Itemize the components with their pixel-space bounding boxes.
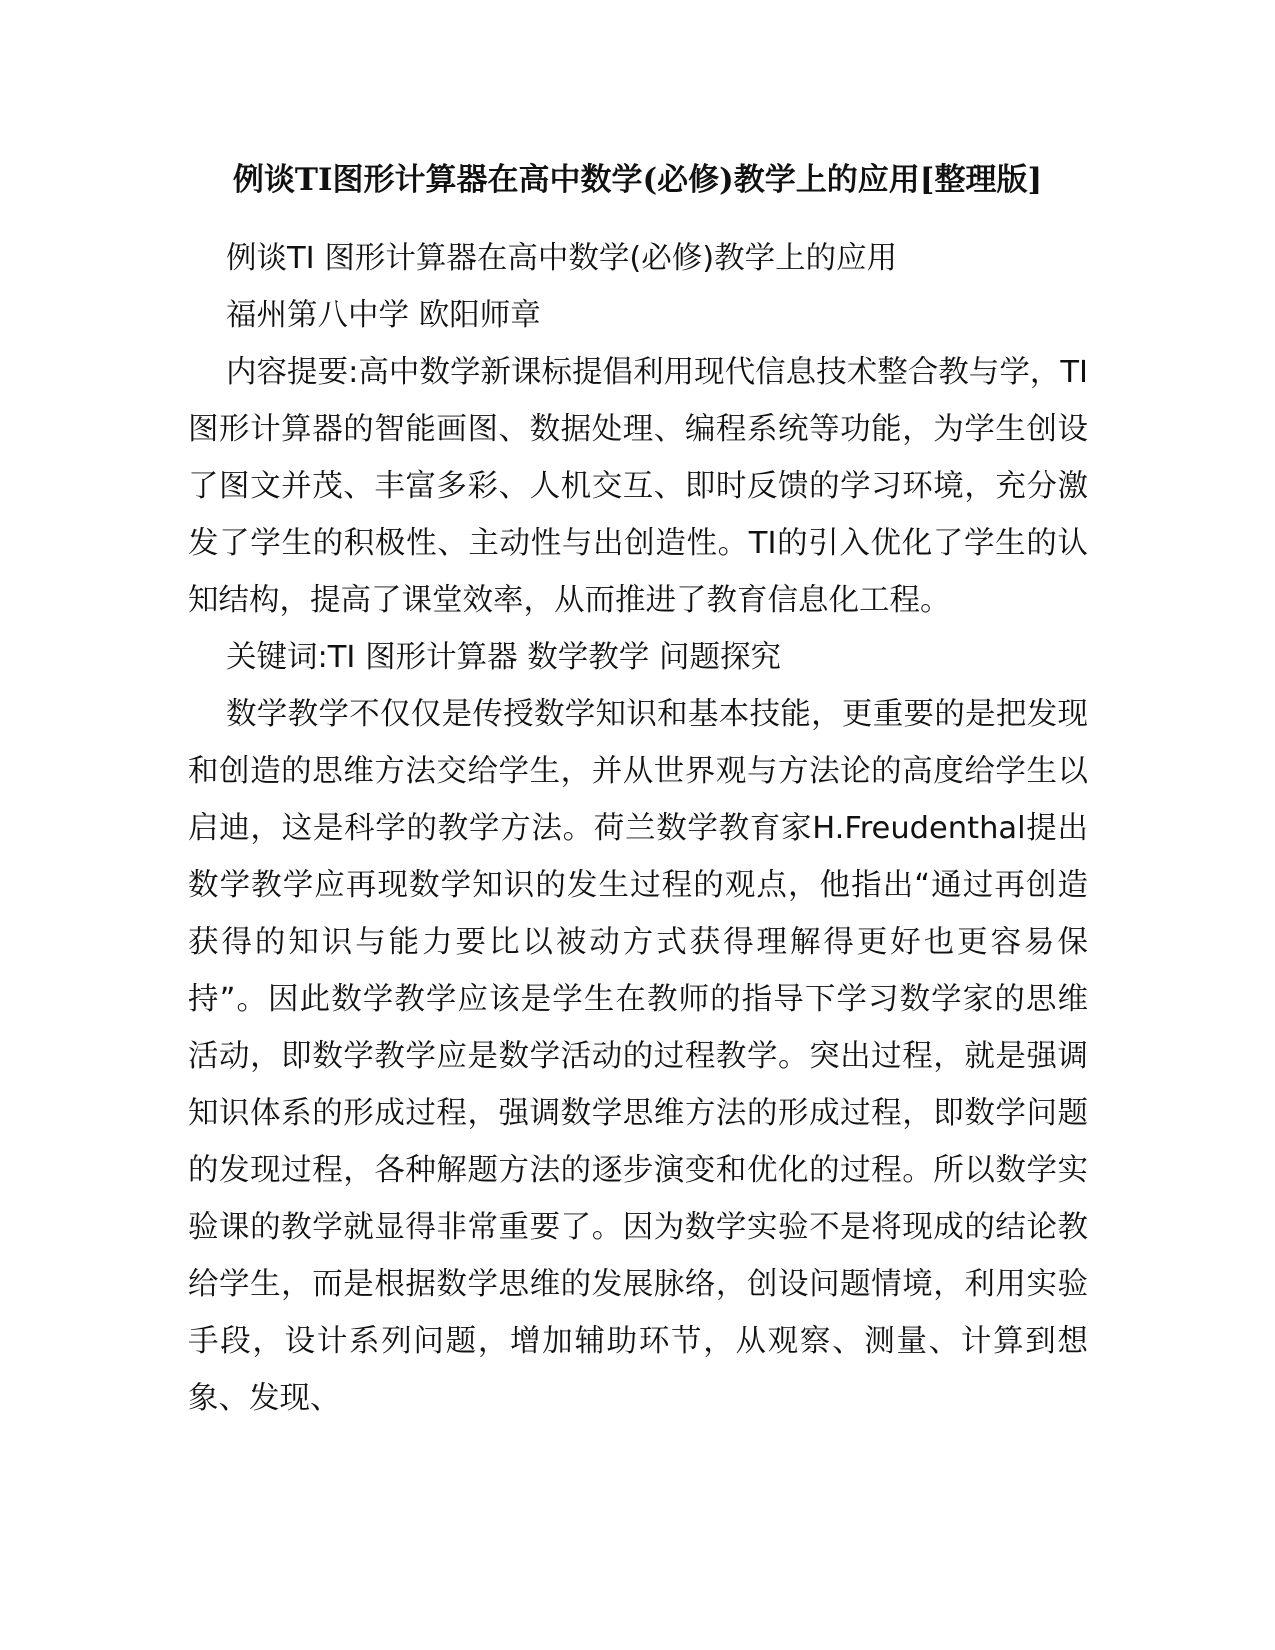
author-line: 福州第八中学 欧阳师章	[226, 298, 541, 333]
body-paragraph: 数学教学不仅仅是传授数学知识和基本技能，更重要的是把发现和创造的思维方法交给学生，并从世界观与方法论的高度给学生以启迪，这是科学的教学方法。荷兰数学教育家H.Freudenthal提出数学教学应再现数学知识的发生过程的观点，他指出“通过再创造获得的知识与能力要比以被动方式获得理解得更好也更容易保持”。因此数学教学应该是学生在教师的指导下学习数学家的思维活动，即数学教学应是数学活动的过程教学。突出过程，就是强调知识体系的形成过程，强调数学思维方法的形成过程，即数学问题的发现过程，各种解题方法的逐步演变和优化的过程。所以数学实验课的教学就显得非常重要了。因为数学实验不是将现成的结论教给学生，而是根据数学思维的发展脉络，创设问题情境，利用实验手段，设计系列问题，增加辅助环节，从观察、测量、计算到想象、发现、	[188, 697, 1088, 1416]
keywords-line: 关键词:TI 图形计算器 数学教学 问题探究	[226, 640, 781, 675]
abstract-paragraph: 内容提要:高中数学新课标提倡利用现代信息技术整合教与学，TI图形计算器的智能画图、数据处理、编程系统等功能，为学生创设了图文并茂、丰富多彩、人机交互、即时反馈的学习环境，充分激发了学生的积极性、主动性与出创造性。TI的引入优化了学生的认知结构，提高了课堂效率，从而推进了教育信息化工程。	[188, 355, 1088, 618]
article-heading: 例谈TI 图形计算器在高中数学(必修)教学上的应用	[226, 241, 898, 276]
document-body	[188, 230, 1088, 1427]
document-title: 例谈TI图形计算器在高中数学(必修)教学上的应用[整理版]	[232, 162, 1043, 198]
